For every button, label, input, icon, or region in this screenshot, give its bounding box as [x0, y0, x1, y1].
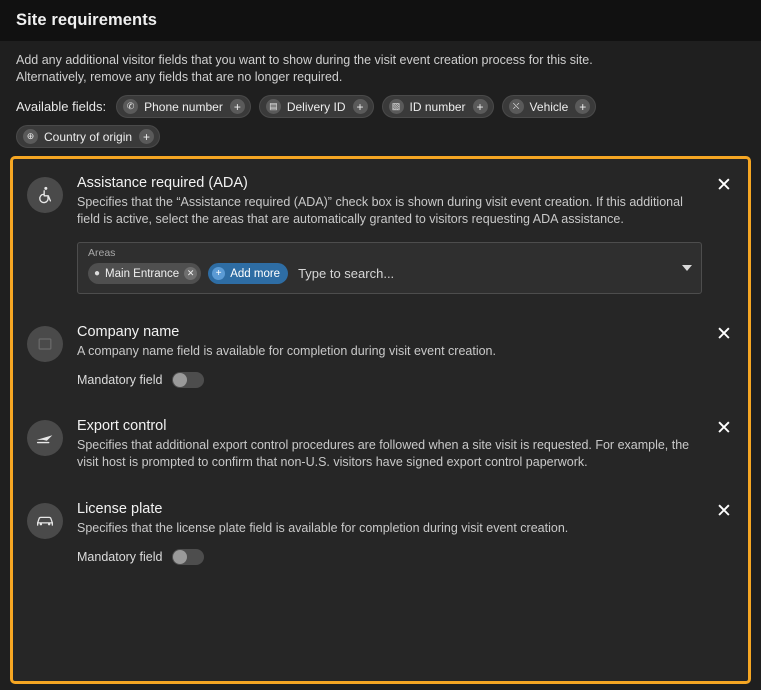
remove-requirement-button[interactable]: ✕: [716, 174, 732, 196]
chip-label: ID number: [409, 99, 466, 114]
requirement-row-company-name: [13, 308, 748, 388]
phone-icon: ✆: [123, 99, 138, 114]
mandatory-field-toggle[interactable]: [172, 372, 204, 388]
chip-label: Vehicle: [529, 99, 569, 114]
requirement-title: License plate: [77, 501, 163, 517]
requirement-title: Export control: [77, 418, 167, 434]
remove-requirement-button[interactable]: ✕: [716, 323, 732, 345]
requirement-description: Specifies that the “Assistance required (ADA)” check box is shown during visit event creation. If this additional field is active, select the areas that are automatically granted to visitors requesting ADA assistance.: [77, 195, 683, 226]
requirement-title: Assistance required (ADA): [77, 175, 248, 191]
available-field-chip-phone-number[interactable]: [116, 95, 251, 118]
available-field-chip-country-of-origin[interactable]: [16, 125, 160, 148]
available-field-chip-vehicle[interactable]: [502, 95, 597, 118]
mandatory-field-label: Mandatory field: [77, 373, 163, 387]
mandatory-field-toggle[interactable]: [172, 549, 204, 565]
globe-icon: ⊕: [23, 129, 38, 144]
requirement-description: A company name field is available for completion during visit event creation.: [77, 344, 496, 358]
requirement-row-export-control: [13, 402, 748, 471]
requirement-description: Specifies that additional export control procedures are followed when a site visit is requested. For example, the visit host is prompted to confirm that non-U.S. visitors have signed export control paperwork.: [77, 438, 690, 469]
areas-search-input[interactable]: Type to search...: [298, 266, 395, 281]
license-plate-icon: [27, 503, 63, 539]
export-control-icon: [27, 420, 63, 456]
available-fields-section: [0, 86, 761, 148]
intro-line-1: Add any additional visitor fields that you want to show during the visit event creation process for this site.: [16, 53, 593, 67]
remove-requirement-button[interactable]: ✕: [716, 500, 732, 522]
page-title: Site requirements: [16, 11, 158, 29]
wheelchair-icon: [27, 177, 63, 213]
company-icon: [27, 326, 63, 362]
add-icon[interactable]: +: [139, 129, 154, 144]
area-chip-main-entrance[interactable]: [88, 263, 201, 284]
requirement-row-assistance-required-ada: [13, 159, 748, 294]
add-more-areas-button[interactable]: [208, 263, 288, 284]
available-field-chip-id-number[interactable]: [382, 95, 494, 118]
delivery-id-icon: ▤: [266, 99, 281, 114]
chip-label: Delivery ID: [286, 99, 346, 114]
chip-label: Country of origin: [44, 129, 133, 144]
add-icon[interactable]: +: [575, 99, 590, 114]
requirement-description: Specifies that the license plate field is available for completion during visit event creation.: [77, 521, 569, 535]
mandatory-field-label: Mandatory field: [77, 550, 163, 564]
intro-line-2: Alternatively, remove any fields that are no longer required.: [16, 70, 343, 84]
add-icon[interactable]: +: [230, 99, 245, 114]
id-number-icon: ▧: [389, 99, 404, 114]
requirement-row-license-plate: [13, 485, 748, 565]
add-icon[interactable]: +: [473, 99, 488, 114]
remove-requirement-button[interactable]: ✕: [716, 417, 732, 439]
requirement-title: Company name: [77, 324, 180, 340]
toggle-knob: [173, 550, 187, 564]
areas-field-label: Areas: [88, 247, 116, 259]
add-more-label: Add more: [230, 267, 281, 280]
mandatory-field-toggle-row: [77, 372, 696, 388]
intro-text: [0, 41, 761, 86]
titlebar: [0, 0, 761, 41]
chevron-down-icon[interactable]: [682, 265, 692, 271]
location-pin-icon: ●: [94, 268, 101, 279]
plus-icon: +: [212, 267, 225, 280]
area-chip-label: Main Entrance: [105, 267, 180, 280]
add-icon[interactable]: +: [353, 99, 368, 114]
toggle-knob: [173, 373, 187, 387]
mandatory-field-toggle-row: [77, 549, 696, 565]
chip-label: Phone number: [144, 99, 223, 114]
available-field-chip-delivery-id[interactable]: [259, 95, 374, 118]
areas-multiselect[interactable]: [77, 242, 702, 294]
vehicle-icon: ⛌: [509, 99, 524, 114]
active-requirements-panel: [10, 156, 751, 684]
remove-icon[interactable]: ✕: [184, 267, 197, 280]
available-fields-label: Available fields:: [16, 99, 107, 114]
